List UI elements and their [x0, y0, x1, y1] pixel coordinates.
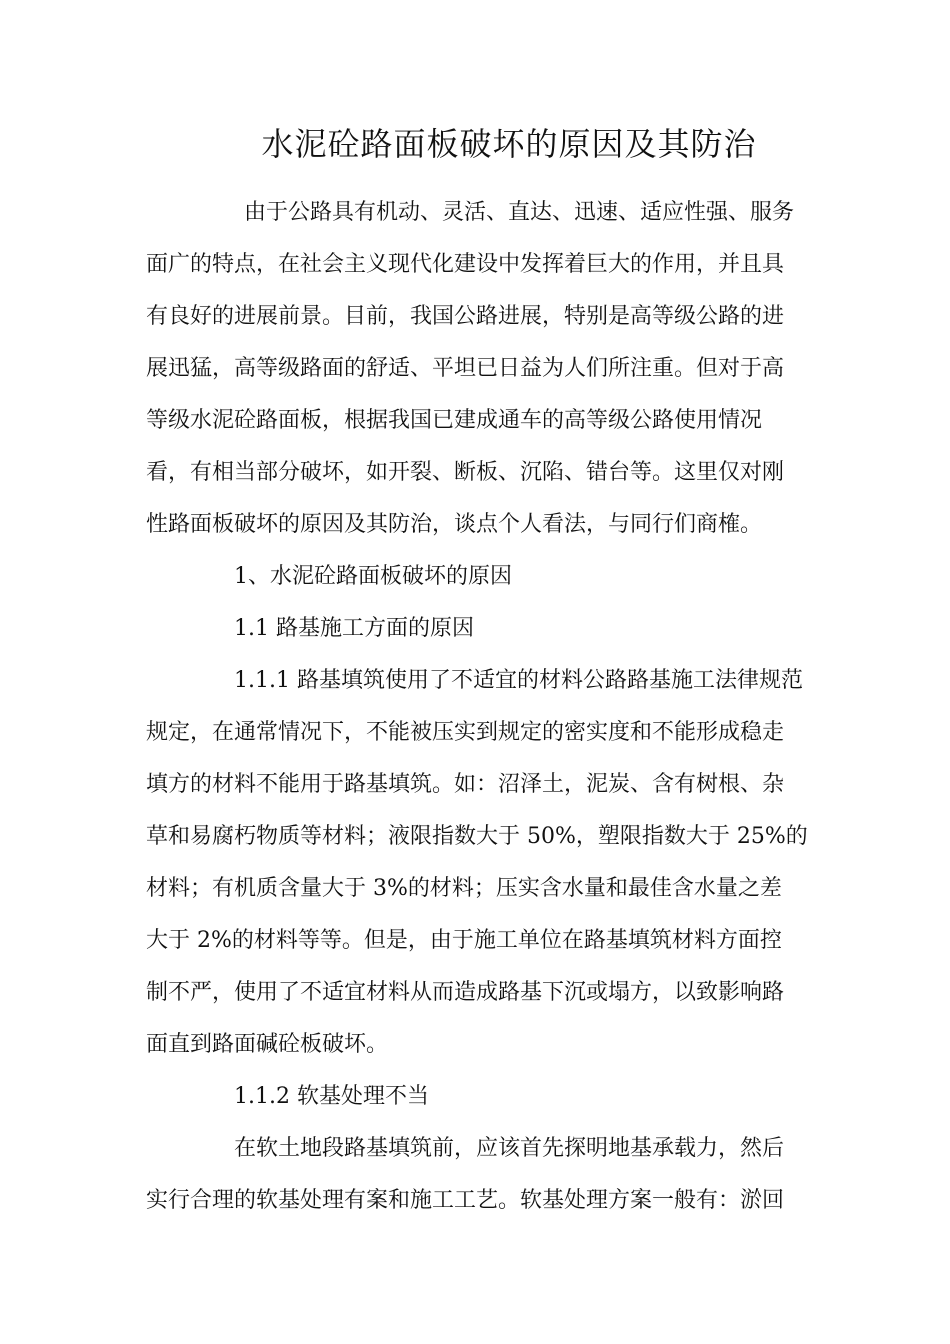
paragraph-line: 展迅猛，高等级路面的舒适、平坦已日益为人们所注重。但对于高	[146, 356, 785, 381]
paragraph-line: 性路面板破坏的原因及其防治，谈点个人看法，与同行们商榷。	[146, 512, 763, 537]
paragraph-line: 面直到路面碱砼板破坏。	[146, 1032, 389, 1057]
subsection-heading: 1.1.2 软基处理不当	[234, 1084, 429, 1109]
paragraph-line: 面广的特点，在社会主义现代化建设中发挥着巨大的作用，并且具	[146, 252, 785, 277]
section-heading: 1、水泥砼路面板破坏的原因	[234, 564, 512, 589]
paragraph-line: 草和易腐朽物质等材料；液限指数大于 50%，塑限指数大于 25%的	[146, 824, 808, 849]
document-title: 水泥砼路面板破坏的原因及其防治	[261, 125, 757, 163]
paragraph-line: 制不严，使用了不适宜材料从而造成路基下沉或塌方，以致影响路	[146, 980, 785, 1005]
paragraph-line: 大于 2%的材料等等。但是，由于施工单位在路基填筑材料方面控	[146, 928, 782, 953]
paragraph-line: 实行合理的软基处理有案和施工工艺。软基处理方案一般有：淤回	[146, 1188, 785, 1213]
paragraph-line: 等级水泥砼路面板，根据我国已建成通车的高等级公路使用情况	[146, 408, 763, 433]
paragraph-line: 在软土地段路基填筑前，应该首先探明地基承载力，然后	[234, 1136, 785, 1161]
paragraph-line: 由于公路具有机动、灵活、直达、迅速、适应性强、服务	[244, 200, 795, 225]
paragraph-line: 规定，在通常情况下，不能被压实到规定的密实度和不能形成稳走	[146, 720, 785, 745]
paragraph-line: 材料；有机质含量大于 3%的材料；压实含水量和最佳含水量之差	[146, 876, 782, 901]
subsection-heading: 1.1 路基施工方面的原因	[234, 616, 474, 641]
paragraph-line: 1.1.1 路基填筑使用了不适宜的材料公路路基施工法律规范	[234, 668, 803, 693]
paragraph-line: 看，有相当部分破坏，如开裂、断板、沉陷、错台等。这里仅对刚	[146, 460, 785, 485]
paragraph-line: 有良好的进展前景。目前，我国公路进展，特别是高等级公路的进	[146, 304, 785, 329]
paragraph-line: 填方的材料不能用于路基填筑。如：沼泽土，泥炭、含有树根、杂	[146, 772, 785, 797]
